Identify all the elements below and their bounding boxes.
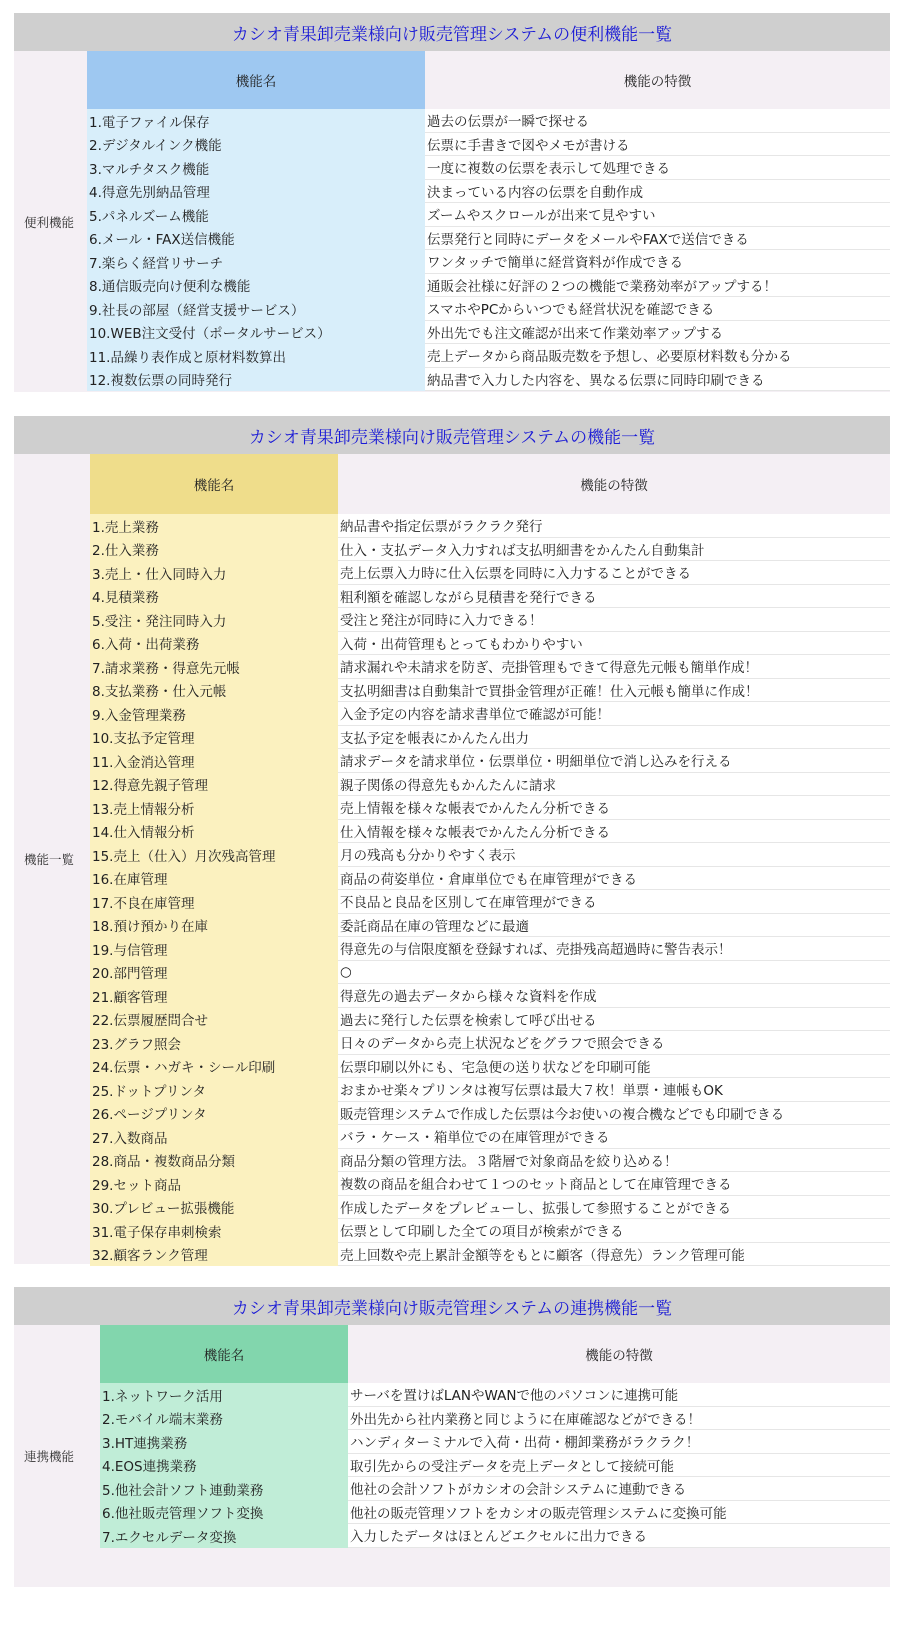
feature-desc-cell: ○ xyxy=(338,961,890,985)
feature-name-cell: 26.ページプリンタ xyxy=(90,1102,338,1126)
table-row xyxy=(87,133,890,157)
feature-name-cell: 2.デジタルインク機能 xyxy=(87,133,425,157)
feature-name-cell: 24.伝票・ハガキ・シール印刷 xyxy=(90,1055,338,1079)
feature-desc-cell: 通販会社様に好評の２つの機能で業務効率がアップする！ xyxy=(425,274,890,298)
feature-desc-cell: 入荷・出荷管理もとってもわかりやすい xyxy=(338,632,890,656)
table-row xyxy=(90,1196,890,1220)
table-row xyxy=(90,796,890,820)
table-rows xyxy=(100,1383,890,1548)
convenience-features-section xyxy=(14,13,890,392)
feature-desc-cell: 不良品と良品を区別して在庫管理ができる xyxy=(338,890,890,914)
feature-table xyxy=(87,51,890,391)
table-row xyxy=(90,1243,890,1267)
feature-name-cell: 14.仕入情報分析 xyxy=(90,820,338,844)
feature-desc-cell: 商品分類の管理方法。３階層で対象商品を絞り込める！ xyxy=(338,1149,890,1173)
table-row xyxy=(90,1125,890,1149)
feature-name-cell: 15.売上（仕入）月次残高管理 xyxy=(90,843,338,867)
table-row xyxy=(90,585,890,609)
feature-desc-cell: 得意先の過去データから様々な資料を作成 xyxy=(338,984,890,1008)
table-row xyxy=(90,1219,890,1243)
table-header xyxy=(100,1325,890,1383)
section-body xyxy=(14,454,890,1264)
feature-name-cell: 1.電子ファイル保存 xyxy=(87,109,425,133)
table-row xyxy=(90,538,890,562)
table-header xyxy=(87,51,890,109)
table-row xyxy=(100,1501,890,1525)
table-row xyxy=(87,344,890,368)
table-row xyxy=(90,608,890,632)
feature-name-cell: 3.マルチタスク機能 xyxy=(87,156,425,180)
table-row xyxy=(90,914,890,938)
feature-desc-cell: 過去に発行した伝票を検索して呼び出せる xyxy=(338,1008,890,1032)
table-row xyxy=(90,561,890,585)
feature-name-cell: 8.支払業務・仕入元帳 xyxy=(90,679,338,703)
column-header-name: 機能名 xyxy=(90,454,338,514)
feature-name-cell: 16.在庫管理 xyxy=(90,867,338,891)
feature-name-cell: 6.メール・FAX送信機能 xyxy=(87,227,425,251)
feature-name-cell: 2.仕入業務 xyxy=(90,538,338,562)
table-row xyxy=(90,1078,890,1102)
feature-desc-cell: 伝票に手書きで図やメモが書ける xyxy=(425,133,890,157)
section-body xyxy=(14,1325,890,1587)
feature-name-cell: 9.社長の部屋（経営支援サービス） xyxy=(87,297,425,321)
feature-desc-cell: 外出先から社内業務と同じように在庫確認などができる！ xyxy=(348,1407,890,1431)
table-row xyxy=(90,843,890,867)
section-title: カシオ青果卸売業様向け販売管理システムの機能一覧 xyxy=(14,416,890,454)
table-row xyxy=(87,274,890,298)
feature-name-cell: 18.預け預かり在庫 xyxy=(90,914,338,938)
feature-desc-cell: 決まっている内容の伝票を自動作成 xyxy=(425,180,890,204)
feature-desc-cell: 得意先の与信限度額を登録すれば、売掛残高超過時に警告表示！ xyxy=(338,937,890,961)
feature-desc-cell: 請求漏れや未請求を防ぎ、売掛管理もできて得意先元帳も簡単作成！ xyxy=(338,655,890,679)
feature-desc-cell: スマホやPCからいつでも経営状況を確認できる xyxy=(425,297,890,321)
feature-name-cell: 20.部門管理 xyxy=(90,961,338,985)
feature-desc-cell: 売上データから商品販売数を予想し、必要原材料数も分かる xyxy=(425,344,890,368)
feature-desc-cell: 伝票として印刷した全ての項目が検索ができる xyxy=(338,1219,890,1243)
table-row xyxy=(90,702,890,726)
table-row xyxy=(87,368,890,392)
feature-table xyxy=(100,1325,890,1548)
feature-name-cell: 11.入金消込管理 xyxy=(90,749,338,773)
feature-desc-cell: 伝票印刷以外にも、宅急便の送り状などを印刷可能 xyxy=(338,1055,890,1079)
feature-desc-cell: 複数の商品を組合わせて１つのセット商品として在庫管理できる xyxy=(338,1172,890,1196)
feature-name-cell: 1.ネットワーク活用 xyxy=(100,1383,348,1407)
table-row xyxy=(90,1102,890,1126)
feature-desc-cell: 売上伝票入力時に仕入伝票を同時に入力することができる xyxy=(338,561,890,585)
table-row xyxy=(100,1454,890,1478)
feature-desc-cell: 仕入情報を様々な帳表でかんたん分析できる xyxy=(338,820,890,844)
feature-name-cell: 29.セット商品 xyxy=(90,1172,338,1196)
feature-desc-cell: 請求データを請求単位・伝票単位・明細単位で消し込みを行える xyxy=(338,749,890,773)
feature-desc-cell: 外出先でも注文確認が出来て作業効率アップする xyxy=(425,321,890,345)
feature-name-cell: 7.エクセルデータ変換 xyxy=(100,1524,348,1548)
table-row xyxy=(90,1172,890,1196)
feature-name-cell: 17.不良在庫管理 xyxy=(90,890,338,914)
feature-desc-cell: 受注と発注が同時に入力できる！ xyxy=(338,608,890,632)
feature-desc-cell: 作成したデータをプレビューし、拡張して参照することができる xyxy=(338,1196,890,1220)
feature-desc-cell: 入金予定の内容を請求書単位で確認が可能！ xyxy=(338,702,890,726)
feature-name-cell: 1.売上業務 xyxy=(90,514,338,538)
table-row xyxy=(90,1149,890,1173)
table-row xyxy=(87,156,890,180)
feature-name-cell: 5.受注・発注同時入力 xyxy=(90,608,338,632)
feature-name-cell: 32.顧客ランク管理 xyxy=(90,1243,338,1267)
table-row xyxy=(100,1407,890,1431)
feature-name-cell: 28.商品・複数商品分類 xyxy=(90,1149,338,1173)
feature-desc-cell: 販売管理システムで作成した伝票は今お使いの複合機などでも印刷できる xyxy=(338,1102,890,1126)
feature-name-cell: 27.入数商品 xyxy=(90,1125,338,1149)
feature-name-cell: 21.顧客管理 xyxy=(90,984,338,1008)
table-row xyxy=(90,655,890,679)
feature-desc-cell: ズームやスクロールが出来て見やすい xyxy=(425,203,890,227)
table-row xyxy=(90,1055,890,1079)
table-rows xyxy=(90,514,890,1266)
category-label: 連携機能 xyxy=(24,1449,75,1464)
table-row xyxy=(100,1430,890,1454)
feature-desc-cell: 他社の会計ソフトがカシオの会計システムに連動できる xyxy=(348,1477,890,1501)
table-row xyxy=(100,1524,890,1548)
feature-desc-cell: 納品書で入力した内容を、異なる伝票に同時印刷できる xyxy=(425,368,890,392)
feature-desc-cell: 商品の荷姿単位・倉庫単位でも在庫管理ができる xyxy=(338,867,890,891)
feature-name-cell: 8.通信販売向け便利な機能 xyxy=(87,274,425,298)
table-row xyxy=(90,679,890,703)
feature-name-cell: 3.HT連携業務 xyxy=(100,1430,348,1454)
feature-name-cell: 23.グラフ照会 xyxy=(90,1031,338,1055)
table-row xyxy=(90,632,890,656)
integration-features-section xyxy=(14,1287,890,1587)
feature-desc-cell: 粗利額を確認しながら見積書を発行できる xyxy=(338,585,890,609)
feature-desc-cell: 取引先からの受注データを売上データとして接続可能 xyxy=(348,1454,890,1478)
table-row xyxy=(87,227,890,251)
column-header-name: 機能名 xyxy=(87,51,425,109)
column-header-desc: 機能の特徴 xyxy=(338,454,890,514)
column-header-name: 機能名 xyxy=(100,1325,348,1383)
feature-name-cell: 19.与信管理 xyxy=(90,937,338,961)
table-row xyxy=(90,726,890,750)
table-row xyxy=(87,250,890,274)
section-title: カシオ青果卸売業様向け販売管理システムの便利機能一覧 xyxy=(14,13,890,51)
feature-name-cell: 3.売上・仕入同時入力 xyxy=(90,561,338,585)
table-row xyxy=(87,109,890,133)
feature-name-cell: 5.他社会計ソフト連動業務 xyxy=(100,1477,348,1501)
feature-name-cell: 6.他社販売管理ソフト変換 xyxy=(100,1501,348,1525)
feature-desc-cell: 委託商品在庫の管理などに最適 xyxy=(338,914,890,938)
table-row xyxy=(87,180,890,204)
feature-name-cell: 4.EOS連携業務 xyxy=(100,1454,348,1478)
feature-name-cell: 9.入金管理業務 xyxy=(90,702,338,726)
feature-name-cell: 5.パネルズーム機能 xyxy=(87,203,425,227)
feature-desc-cell: 他社の販売管理ソフトをカシオの販売管理システムに変換可能 xyxy=(348,1501,890,1525)
feature-desc-cell: 親子関係の得意先もかんたんに請求 xyxy=(338,773,890,797)
table-row xyxy=(90,867,890,891)
feature-desc-cell: 売上回数や売上累計金額等をもとに顧客（得意先）ランク管理可能 xyxy=(338,1243,890,1267)
table-row xyxy=(87,203,890,227)
table-row xyxy=(90,1031,890,1055)
feature-desc-cell: 支払明細書は自動集計で買掛金管理が正確！仕入元帳も簡単に作成！ xyxy=(338,679,890,703)
feature-name-cell: 10.支払予定管理 xyxy=(90,726,338,750)
function-list-section xyxy=(14,416,890,1264)
feature-desc-cell: ハンディターミナルで入荷・出荷・棚卸業務がラクラク！ xyxy=(348,1430,890,1454)
feature-name-cell: 2.モバイル端末業務 xyxy=(100,1407,348,1431)
feature-name-cell: 30.プレビュー拡張機能 xyxy=(90,1196,338,1220)
table-row xyxy=(87,321,890,345)
feature-desc-cell: おまかせ楽々プリンタは複写伝票は最大７枚！単票・連帳もOK xyxy=(338,1078,890,1102)
feature-desc-cell: 納品書や指定伝票がラクラク発行 xyxy=(338,514,890,538)
feature-name-cell: 7.請求業務・得意先元帳 xyxy=(90,655,338,679)
feature-desc-cell: 売上情報を様々な帳表でかんたん分析できる xyxy=(338,796,890,820)
column-header-desc: 機能の特徴 xyxy=(348,1325,890,1383)
table-header xyxy=(90,454,890,514)
table-rows xyxy=(87,109,890,391)
feature-desc-cell: 伝票発行と同時にデータをメールやFAXで送信できる xyxy=(425,227,890,251)
category-label: 機能一覧 xyxy=(24,852,75,867)
feature-name-cell: 4.得意先別納品管理 xyxy=(87,180,425,204)
feature-desc-cell: 入力したデータはほとんどエクセルに出力できる xyxy=(348,1524,890,1548)
category-label: 便利機能 xyxy=(24,214,75,230)
feature-desc-cell: 仕入・支払データ入力すれば支払明細書をかんたん自動集計 xyxy=(338,538,890,562)
feature-name-cell: 7.楽らく経営リサーチ xyxy=(87,250,425,274)
feature-desc-cell: 過去の伝票が一瞬で探せる xyxy=(425,109,890,133)
table-row xyxy=(100,1477,890,1501)
feature-table xyxy=(90,454,890,1266)
column-header-desc: 機能の特徴 xyxy=(425,51,890,109)
feature-desc-cell: 日々のデータから売上状況などをグラフで照会できる xyxy=(338,1031,890,1055)
feature-name-cell: 31.電子保存串刺検索 xyxy=(90,1219,338,1243)
feature-name-cell: 13.売上情報分析 xyxy=(90,796,338,820)
feature-name-cell: 6.入荷・出荷業務 xyxy=(90,632,338,656)
feature-desc-cell: 月の残高も分かりやすく表示 xyxy=(338,843,890,867)
table-row xyxy=(90,961,890,985)
feature-desc-cell: 一度に複数の伝票を表示して処理できる xyxy=(425,156,890,180)
table-row xyxy=(90,984,890,1008)
feature-name-cell: 22.伝票履歴問合せ xyxy=(90,1008,338,1032)
feature-desc-cell: 支払予定を帳表にかんたん出力 xyxy=(338,726,890,750)
feature-name-cell: 12.複数伝票の同時発行 xyxy=(87,368,425,392)
table-row xyxy=(90,773,890,797)
table-row xyxy=(90,749,890,773)
feature-name-cell: 4.見積業務 xyxy=(90,585,338,609)
table-row xyxy=(100,1383,890,1407)
table-row xyxy=(90,937,890,961)
table-row xyxy=(90,1008,890,1032)
section-title: カシオ青果卸売業様向け販売管理システムの連携機能一覧 xyxy=(14,1287,890,1325)
table-row xyxy=(87,297,890,321)
table-row xyxy=(90,514,890,538)
feature-desc-cell: サーバを置けばLANやWANで他のパソコンに連携可能 xyxy=(348,1383,890,1407)
feature-name-cell: 12.得意先親子管理 xyxy=(90,773,338,797)
feature-desc-cell: ワンタッチで簡単に経営資料が作成できる xyxy=(425,250,890,274)
section-body xyxy=(14,51,890,392)
feature-name-cell: 10.WEB注文受付（ポータルサービス） xyxy=(87,321,425,345)
table-row xyxy=(90,820,890,844)
feature-desc-cell: バラ・ケース・箱単位での在庫管理ができる xyxy=(338,1125,890,1149)
feature-name-cell: 25.ドットプリンタ xyxy=(90,1078,338,1102)
table-row xyxy=(90,890,890,914)
feature-name-cell: 11.品繰り表作成と原材料数算出 xyxy=(87,344,425,368)
